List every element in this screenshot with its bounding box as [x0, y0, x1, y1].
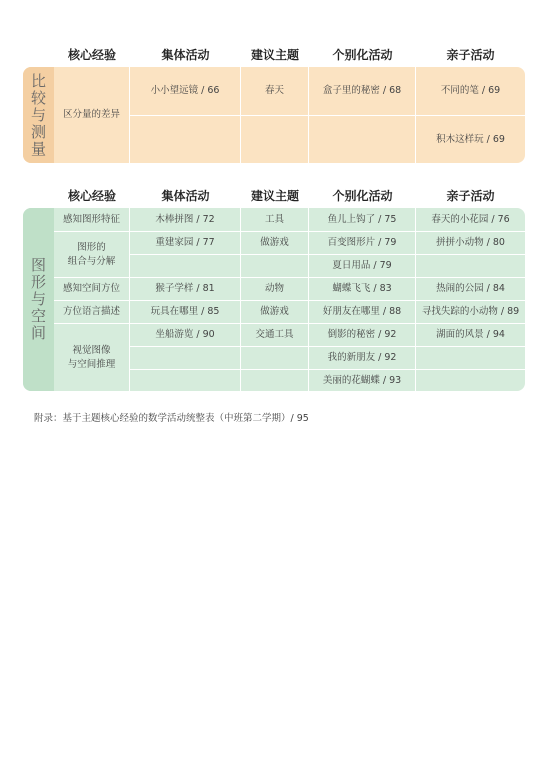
- group-activity-cell: [130, 255, 240, 277]
- theme-cell: [241, 255, 308, 277]
- section-label: [23, 208, 54, 391]
- section-label-char: 间: [30, 324, 46, 342]
- individual-activity-cell: 盒子里的秘密 / 68: [322, 85, 402, 96]
- theme-cell: [241, 347, 308, 369]
- core-experience-cell: 区分量的差异: [62, 109, 120, 120]
- core-experience-cell: 图形的 组合与分解: [67, 241, 116, 267]
- core-experience-cell: 感知空间方位: [62, 283, 120, 294]
- theme-cell: 春天: [264, 85, 284, 96]
- section-shape-space: [23, 208, 525, 391]
- header-suggested-theme: 建议主题: [250, 48, 299, 62]
- header-parent-child-activity: 亲子活动: [446, 48, 495, 62]
- parent-activity-cell: 不同的笔 / 69: [440, 85, 501, 96]
- parent-activity-cell: 热闹的公园 / 84: [436, 283, 505, 294]
- parent-activity-cell: 拼拼小动物 / 80: [436, 237, 505, 248]
- individual-activity-cell: 夏日用品 / 79: [332, 260, 392, 271]
- individual-activity-cell: 我的新朋友 / 92: [327, 352, 397, 363]
- header-core-experience: 核心经验: [67, 189, 116, 203]
- group-activity-cell: 小小望远镜 / 66: [150, 85, 220, 96]
- header-suggested-theme: 建议主题: [250, 189, 299, 203]
- core-experience-cell: 感知图形特征: [62, 213, 120, 225]
- section-label-char: 与: [30, 290, 46, 308]
- parent-activity-cell: [416, 370, 525, 391]
- individual-activity-cell: 倒影的秘密 / 92: [327, 329, 397, 340]
- group-activity-cell: 坐船游览 / 90: [155, 329, 215, 340]
- section-label-char: 与: [30, 105, 46, 124]
- section-label: [23, 67, 54, 163]
- core-experience-cell: 方位语言描述: [62, 306, 120, 317]
- section-label-char: 测: [30, 122, 46, 141]
- header-parent-child-activity: 亲子活动: [446, 189, 495, 203]
- group-activity-cell: [130, 116, 240, 163]
- header-group-activity: 集体活动: [161, 189, 210, 203]
- group-activity-cell: [130, 370, 240, 391]
- parent-activity-cell: 湖面的风景 / 94: [436, 329, 505, 340]
- header-group-activity: 集体活动: [161, 48, 210, 62]
- header-core-experience: 核心经验: [67, 48, 116, 62]
- parent-activity-cell: 春天的小花园 / 76: [431, 213, 510, 225]
- group-activity-cell: 木棒拼图 / 72: [155, 213, 215, 225]
- theme-cell: [241, 116, 308, 163]
- group-activity-cell: [130, 347, 240, 369]
- theme-cell: [241, 370, 308, 391]
- parent-activity-cell: 积木这样玩 / 69: [436, 133, 505, 145]
- header-individual-activity: 个别化活动: [332, 48, 393, 62]
- section-label-char: 较: [30, 88, 46, 107]
- theme-cell: 做游戏: [260, 306, 289, 317]
- section-label-char: 图: [30, 256, 46, 274]
- theme-cell: 动物: [264, 283, 284, 294]
- individual-activity-cell: 鱼儿上钩了 / 75: [327, 213, 397, 225]
- theme-cell: 做游戏: [260, 237, 289, 248]
- individual-activity-cell: 美丽的花蝴蝶 / 93: [322, 374, 402, 386]
- parent-activity-cell: 寻找失踪的小动物 / 89: [421, 306, 520, 317]
- section-label-char: 量: [30, 139, 46, 158]
- header-individual-activity: 个别化活动: [332, 189, 393, 203]
- core-experience-cell: 视觉图像 与空间推理: [67, 344, 116, 370]
- group-activity-cell: 重建家园 / 77: [155, 237, 215, 248]
- group-activity-cell: 猴子学样 / 81: [155, 283, 215, 294]
- group-activity-cell: 玩具在哪里 / 85: [150, 306, 220, 317]
- theme-cell: 交通工具: [255, 329, 294, 340]
- section-label-char: 比: [30, 71, 46, 90]
- parent-activity-cell: [416, 255, 525, 277]
- individual-activity-cell: 百变图形片 / 79: [327, 237, 397, 248]
- section-label-char: 空: [30, 307, 46, 325]
- individual-activity-cell: 好朋友在哪里 / 88: [322, 306, 402, 317]
- theme-cell: 工具: [264, 213, 284, 225]
- parent-activity-cell: [416, 347, 525, 369]
- section-label-char: 形: [30, 273, 46, 291]
- individual-activity-cell: [309, 116, 415, 163]
- section-comparison-measurement: [23, 67, 525, 163]
- individual-activity-cell: 蝴蝶飞飞 / 83: [332, 283, 392, 294]
- appendix-note: 附录：基于主题核心经验的数学活动统整表（中班第二学期）/ 95: [34, 413, 309, 424]
